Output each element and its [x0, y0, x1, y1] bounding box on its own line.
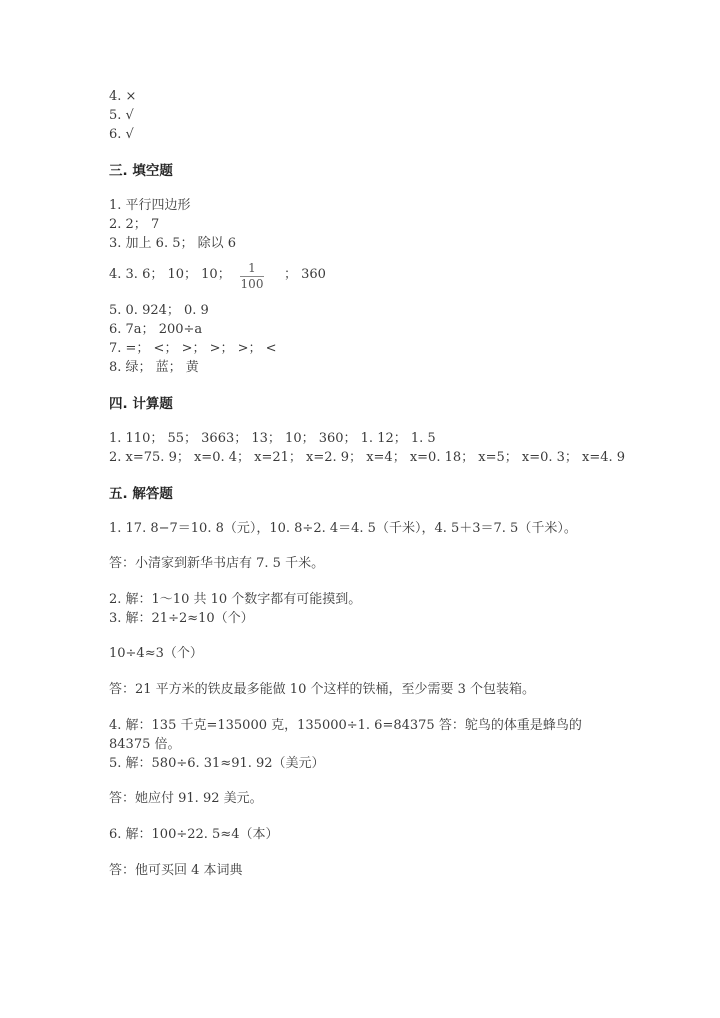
solution-2: 2. 解：1～10 共 10 个数字都有可能摸到。 — [109, 592, 362, 607]
fill-answer-4-suffix: ； 360 — [284, 267, 326, 282]
judgement-answer-4: 4. × — [109, 89, 137, 104]
solution-5-answer: 答：她应付 91. 92 美元。 — [109, 791, 263, 806]
solution-5: 5. 解：580÷6. 31≈91. 92（美元） — [109, 756, 325, 771]
fill-answer-5: 5. 0. 924； 0. 9 — [109, 303, 209, 318]
fraction-denominator: 100 — [240, 277, 264, 291]
fill-answer-1: 1. 平行四边形 — [109, 198, 191, 213]
solution-6-answer: 答：他可买回 4 本词典 — [109, 863, 243, 878]
calc-answer-2: 2. x=75. 9； x=0. 4； x=21； x=2. 9； x=4； x=0. 18； x=5； x=0. 3； x=4. 9 — [109, 450, 626, 465]
fill-answer-6: 6. 7a； 200÷a — [109, 322, 203, 337]
judgement-answer-5: 5. √ — [109, 108, 134, 123]
solution-1: 1. 17. 8−7＝10. 8（元），10. 8÷2. 4＝4. 5（千米），4. 5＋3＝7. 5（千米）。 — [109, 521, 577, 536]
solution-4: 4. 解：135 千克=135000 克，135000÷1. 6=84375 答：鸵鸟的体重是蜂鸟的 — [109, 718, 582, 733]
fraction-numerator: 1 — [248, 261, 256, 275]
section-5-heading: 五. 解答题 — [109, 486, 173, 502]
solution-3: 3. 解：21÷2≈10（个） — [109, 611, 254, 626]
fraction-one-hundredth — [240, 262, 264, 291]
fill-answer-8: 8. 绿； 蓝； 黄 — [109, 360, 199, 375]
solution-4-continued: 84375 倍。 — [109, 737, 181, 752]
fill-answer-2: 2. 2； 7 — [109, 217, 160, 232]
calc-answer-1: 1. 110； 55； 3663； 13； 10； 360； 1. 12； 1. 5 — [109, 431, 436, 446]
fill-answer-4: 4. 3. 6； 10； 10； — [109, 267, 231, 282]
solution-1-answer: 答：小清家到新华书店有 7. 5 千米。 — [109, 556, 325, 571]
solution-6: 6. 解：100÷22. 5≈4（本） — [109, 827, 279, 842]
fill-answer-7: 7. =； <； >； >； >； < — [109, 341, 277, 356]
solution-3-answer: 答：21 平方米的铁皮最多能做 10 个这样的铁桶，至少需要 3 个包装箱。 — [109, 682, 536, 697]
section-4-heading: 四. 计算题 — [109, 396, 173, 412]
fill-answer-3: 3. 加上 6. 5； 除以 6 — [109, 236, 237, 251]
solution-3-step-2: 10÷4≈3（个） — [109, 646, 203, 661]
judgement-answer-6: 6. √ — [109, 127, 134, 142]
section-3-heading: 三. 填空题 — [109, 163, 173, 179]
